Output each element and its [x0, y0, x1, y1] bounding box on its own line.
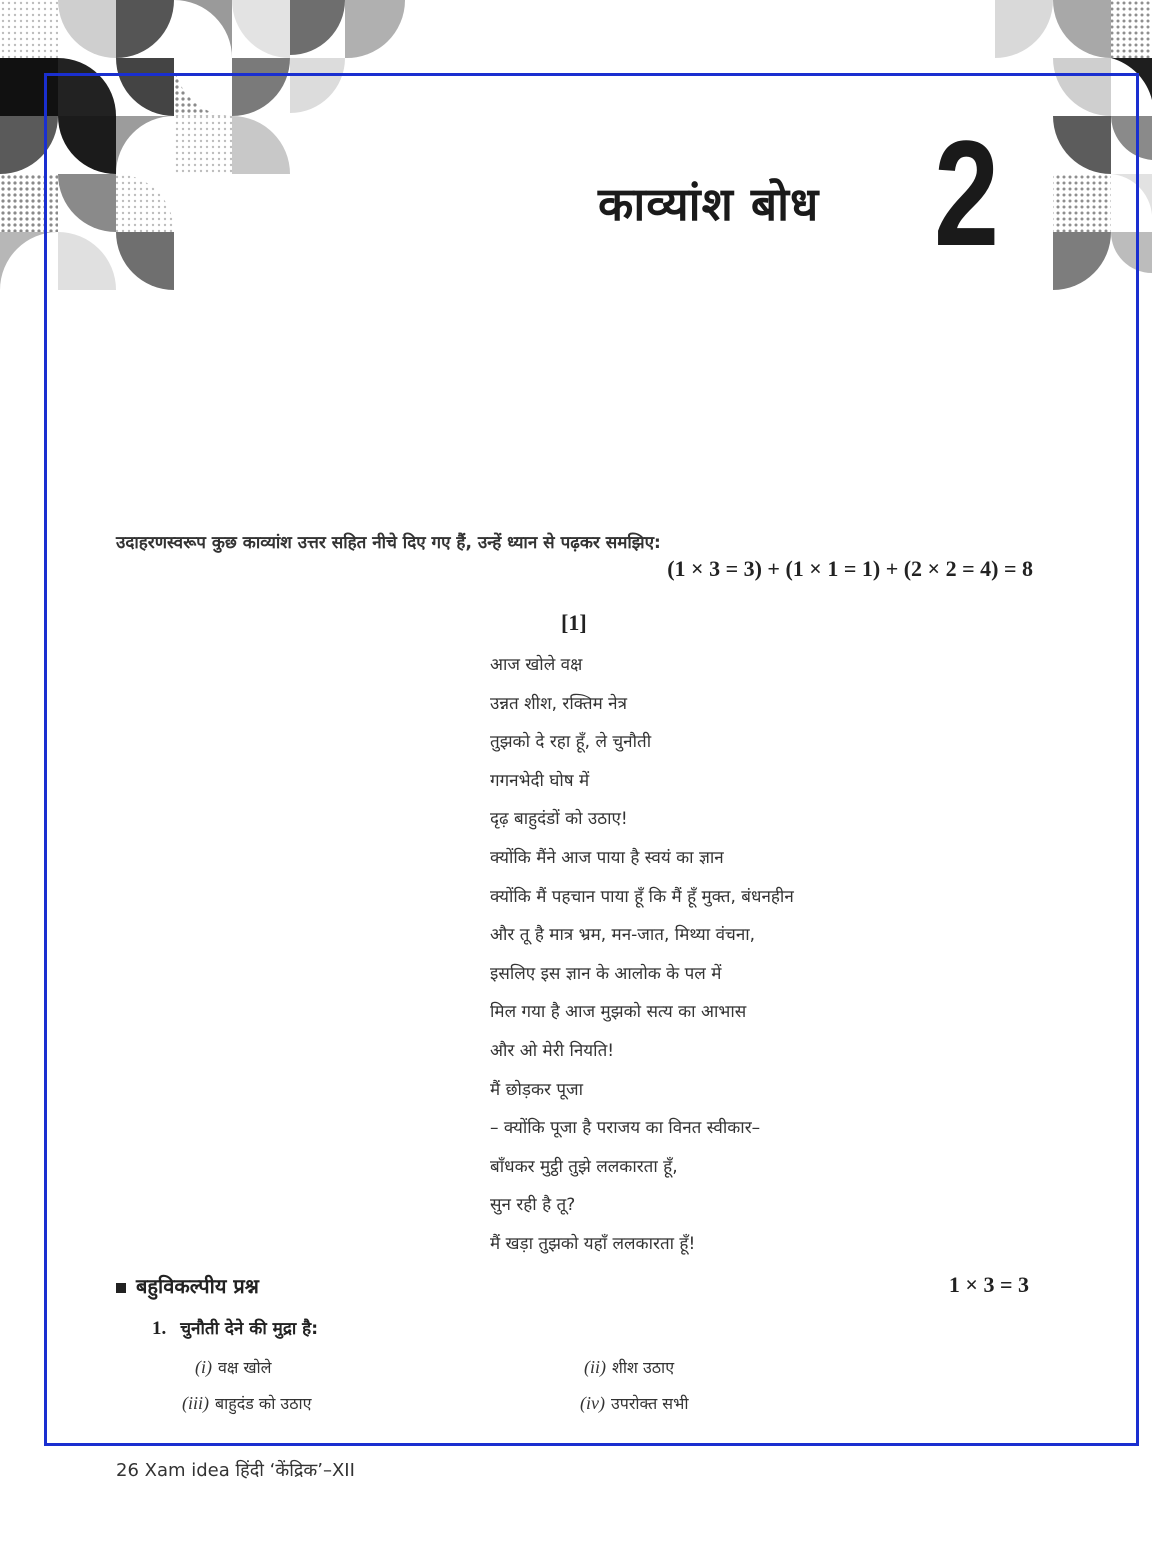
poem-line: और तू है मात्र भ्रम, मन-जात, मिथ्या वंचना, — [490, 925, 756, 946]
poem-passage — [490, 648, 794, 1266]
poem-line: मिल गया है आज मुझको सत्य का आभास — [490, 1002, 747, 1023]
mcq-marks: 1 × 3 = 3 — [948, 1272, 1029, 1297]
square-bullet-icon — [116, 1283, 126, 1293]
poem-line: तुझको दे रहा हूँ, ले चुनौती — [490, 732, 652, 753]
poem-line: आज खोले वक्ष — [490, 655, 583, 675]
option-iv[interactable] — [580, 1392, 689, 1414]
poem-line: क्योंकि मैंने आज पाया है स्वयं का ज्ञान — [490, 847, 724, 868]
option-label: (iii) — [182, 1393, 209, 1413]
intro-instruction: उदाहरणस्वरूप कुछ काव्यांश उत्तर सहित नीचे दिए गए हैं, उन्हें ध्यान से पढ़कर समझिए: — [116, 533, 661, 553]
chapter-number: 2 — [934, 109, 1000, 277]
question-number: 1. — [152, 1318, 167, 1339]
mcq-section-heading — [116, 1272, 259, 1299]
poem-line: और ओ मेरी नियति! — [490, 1040, 615, 1061]
page-footer: 26 Xam idea हिंदी ‘केंद्रिक’–XII — [116, 1460, 355, 1481]
poem-line: क्योंकि मैं पहचान पाया हूँ कि मैं हूँ मुक्त, बंधनहीन — [490, 886, 794, 907]
poem-line: सुन रही है तू? — [490, 1195, 576, 1216]
option-ii[interactable] — [584, 1356, 674, 1378]
chapter-title: काव्यांश बोध — [598, 177, 820, 231]
option-text: शीश उठाए — [612, 1358, 675, 1377]
poem-line: बाँधकर मुट्ठी तुझे ललकारता हूँ, — [490, 1156, 678, 1177]
poem-line: मैं खड़ा तुझको यहाँ ललकारता हूँ! — [490, 1233, 696, 1254]
poem-line: – क्योंकि पूजा है पराजय का विनत स्वीकार– — [490, 1118, 761, 1139]
question-1 — [152, 1316, 318, 1340]
poem-line: गगनभेदी घोष में — [490, 770, 590, 791]
marks-formula: (1 × 3 = 3) + (1 × 1 = 1) + (2 × 2 = 4) = 8 — [667, 556, 1033, 581]
option-text: उपरोक्त सभी — [610, 1394, 689, 1413]
poem-line: इसलिए इस ज्ञान के आलोक के पल में — [490, 963, 722, 984]
poem-line: दृढ़ बाहुदंडों को उठाए! — [490, 809, 628, 830]
option-i[interactable] — [195, 1356, 272, 1378]
passage-number: [1] — [561, 610, 587, 635]
option-label: (ii) — [584, 1357, 606, 1377]
poem-line: उन्नत शीश, रक्तिम नेत्र — [490, 693, 627, 714]
option-text: वक्ष खोले — [218, 1358, 272, 1377]
option-iii[interactable] — [182, 1392, 312, 1414]
option-label: (iv) — [580, 1393, 605, 1413]
option-text: बाहुदंड को उठाए — [215, 1394, 312, 1413]
mcq-heading-text: बहुविकल्पीय प्रश्न — [136, 1274, 259, 1298]
question-text: चुनौती देने की मुद्रा है: — [180, 1319, 318, 1339]
poem-line: मैं छोड़कर पूजा — [490, 1079, 584, 1100]
option-label: (i) — [195, 1357, 212, 1377]
